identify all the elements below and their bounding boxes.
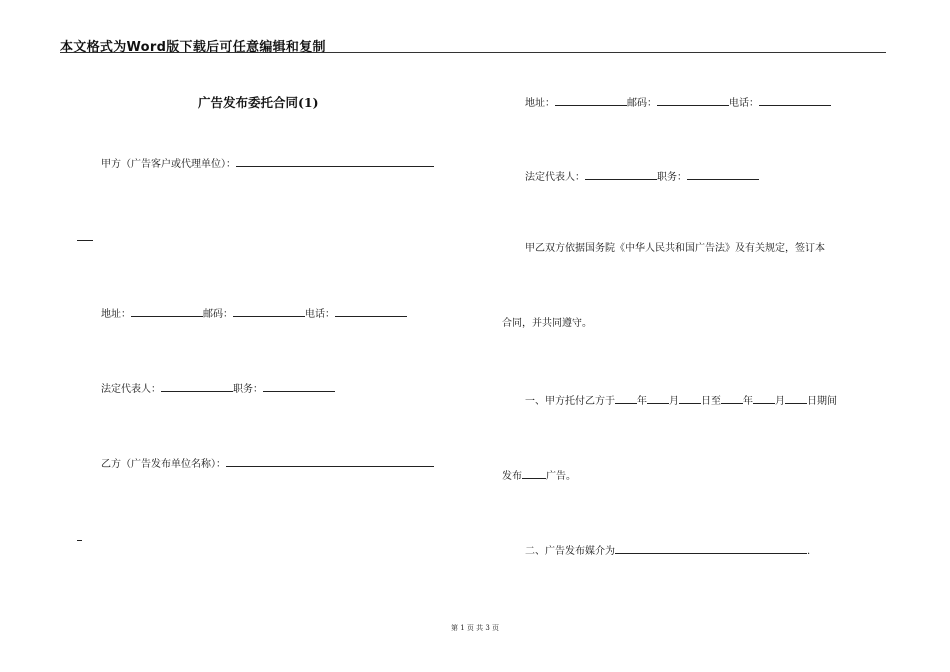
address-label: 地址： xyxy=(525,98,555,109)
party-a-line xyxy=(101,156,434,171)
right-address-line xyxy=(525,95,831,110)
party-b-blank[interactable] xyxy=(226,456,434,467)
month-label: 月 xyxy=(669,396,679,407)
intro-paragraph-line1: 甲乙双方依据国务院《中华人民共和国广告法》及有关规定，签订本 xyxy=(525,243,825,254)
intro-paragraph-line2: 合同，并共同遵守。 xyxy=(502,318,592,329)
end-month-blank[interactable] xyxy=(753,393,775,404)
start-month-blank[interactable] xyxy=(647,393,669,404)
media-blank[interactable] xyxy=(615,543,807,554)
party-b-label: 乙方（广告发布单位名称）： xyxy=(101,459,226,470)
party-a-blank[interactable] xyxy=(236,156,434,167)
legal-rep-label: 法定代表人： xyxy=(525,172,585,183)
phone-blank[interactable] xyxy=(759,95,831,106)
page-number: 第 1 页 共 3 页 xyxy=(450,624,500,632)
postcode-blank[interactable] xyxy=(233,306,305,317)
continuation-line xyxy=(77,540,82,541)
position-label: 职务： xyxy=(233,384,263,395)
address-blank[interactable] xyxy=(555,95,627,106)
phone-label: 电话： xyxy=(729,98,759,109)
right-legal-rep-line xyxy=(525,169,759,184)
end-day-blank[interactable] xyxy=(785,393,807,404)
address-label: 地址： xyxy=(101,309,131,320)
document-title: 广告发布委托合同(1) xyxy=(198,95,319,110)
start-year-blank[interactable] xyxy=(615,393,637,404)
clause-1-text: 一、甲方托付乙方于 xyxy=(525,396,615,407)
phone-blank[interactable] xyxy=(335,306,407,317)
ad-content-blank[interactable] xyxy=(522,468,546,479)
legal-rep-label: 法定代表人： xyxy=(101,384,161,395)
position-blank[interactable] xyxy=(687,169,759,180)
clause-2-line xyxy=(525,543,810,558)
party-a-label: 甲方（广告客户或代理单位）： xyxy=(101,159,236,170)
left-legal-rep-line xyxy=(101,381,335,396)
day-to-label: 日至 xyxy=(701,396,721,407)
year-label: 年 xyxy=(743,396,753,407)
legal-rep-blank[interactable] xyxy=(585,169,657,180)
clause-1-line xyxy=(525,393,837,408)
continuation-line xyxy=(77,240,93,241)
year-label: 年 xyxy=(637,396,647,407)
day-period-label: 日期间 xyxy=(807,396,837,407)
clause-2-text: 二、广告发布媒介为 xyxy=(525,546,615,557)
address-blank[interactable] xyxy=(131,306,203,317)
publish-label: 发布 xyxy=(502,471,522,482)
header-divider xyxy=(60,52,886,53)
postcode-label: 邮码： xyxy=(627,98,657,109)
legal-rep-blank[interactable] xyxy=(161,381,233,392)
clause-2-period: . xyxy=(807,546,811,557)
party-b-line xyxy=(101,456,434,471)
left-address-line xyxy=(101,306,407,321)
clause-1-continuation xyxy=(502,468,576,483)
position-blank[interactable] xyxy=(263,381,335,392)
document-header: 本文格式为Word版下载后可任意编辑和复制 xyxy=(60,40,326,55)
ad-end-label: 广告。 xyxy=(546,471,576,482)
postcode-label: 邮码： xyxy=(203,309,233,320)
phone-label: 电话： xyxy=(305,309,335,320)
end-year-blank[interactable] xyxy=(721,393,743,404)
start-day-blank[interactable] xyxy=(679,393,701,404)
month-label: 月 xyxy=(775,396,785,407)
position-label: 职务： xyxy=(657,172,687,183)
postcode-blank[interactable] xyxy=(657,95,729,106)
